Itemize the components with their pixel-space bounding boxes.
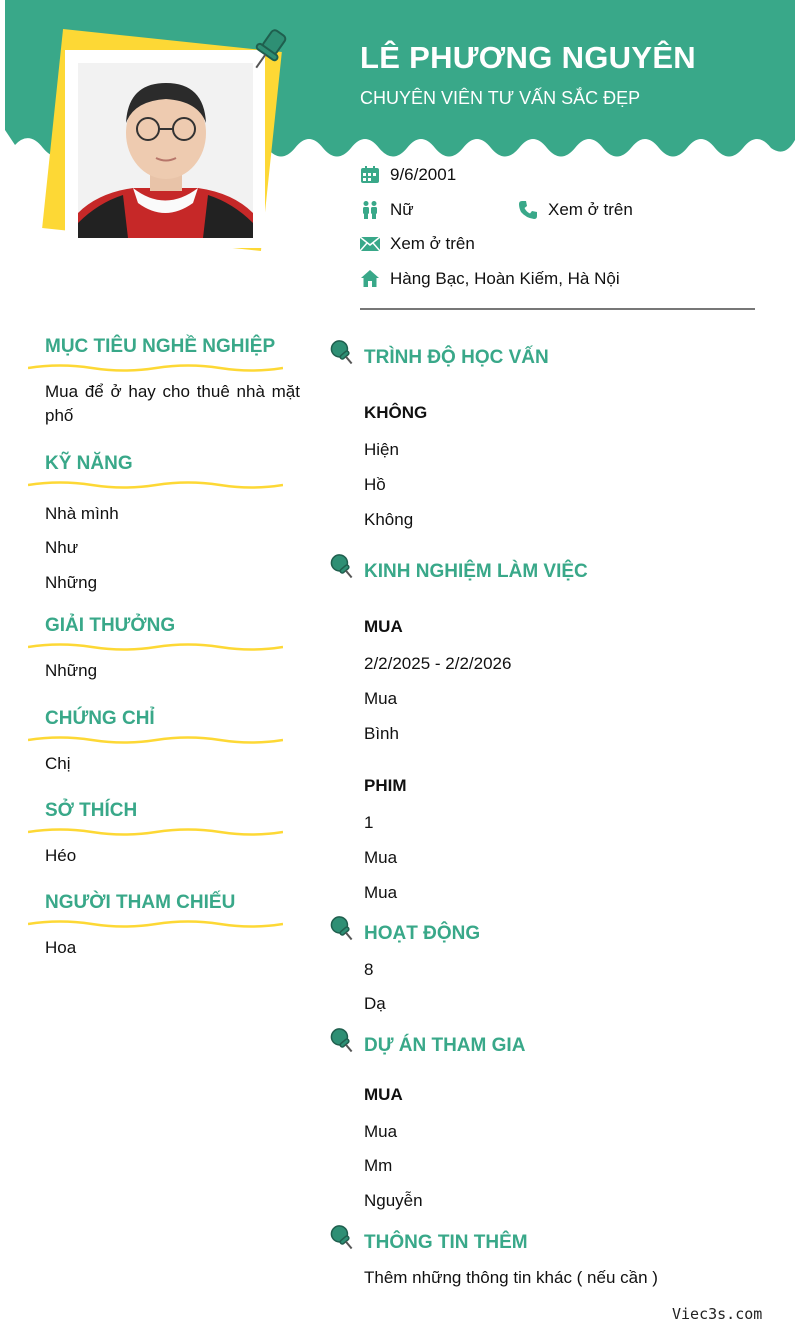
contact-gender	[360, 200, 414, 220]
education-heading: TRÌNH ĐỘ HỌC VẤN	[364, 347, 549, 368]
activity-line: Dạ	[364, 994, 386, 1013]
pushpin-icon	[328, 552, 356, 582]
reference-item: Hoa	[45, 938, 77, 957]
job-line: Mua	[364, 848, 398, 867]
project-line: Nguyễn	[364, 1191, 423, 1210]
pushpin-icon	[328, 338, 356, 368]
phone-text: Xem ở trên	[548, 200, 633, 219]
objective-underline	[28, 362, 283, 374]
education-line: Hiện	[364, 440, 399, 459]
certificates-heading: CHỨNG CHỈ	[45, 708, 155, 729]
job-company: MUA	[364, 617, 403, 636]
contact-birthday	[360, 165, 456, 185]
objective-text-line1: Mua để ở hay cho thuê nhà mặt	[45, 382, 300, 401]
education-line: Không	[364, 510, 414, 529]
activities-heading: HOẠT ĐỘNG	[364, 923, 481, 944]
project-line: Mm	[364, 1156, 393, 1175]
contact-divider	[360, 308, 755, 310]
education-school: KHÔNG	[364, 403, 428, 422]
certificates-underline	[28, 734, 283, 746]
job-line: Mua	[364, 883, 398, 902]
job-line: 1	[364, 813, 374, 832]
envelope-icon	[360, 234, 380, 254]
birthday-text: 9/6/2001	[390, 165, 457, 184]
email-text: Xem ở trên	[390, 234, 475, 253]
project-line: Mua	[364, 1122, 398, 1141]
award-item: Những	[45, 661, 98, 680]
hobbies-underline	[28, 826, 283, 838]
extra-heading: THÔNG TIN THÊM	[364, 1232, 528, 1253]
candidate-name: LÊ PHƯƠNG NGUYÊN	[360, 40, 696, 75]
awards-heading: GIẢI THƯỞNG	[45, 615, 176, 636]
home-icon	[360, 269, 380, 289]
hobbies-heading: SỞ THÍCH	[45, 800, 138, 821]
skill-item: Nhà mình	[45, 504, 119, 523]
pushpin-icon	[328, 914, 356, 944]
job-line: Mua	[364, 689, 398, 708]
projects-heading: DỰ ÁN THAM GIA	[364, 1035, 526, 1056]
calendar-icon	[360, 165, 380, 185]
watermark: Viec3s.com	[672, 1305, 763, 1323]
gender-text: Nữ	[390, 200, 414, 219]
skills-heading: KỸ NĂNG	[45, 453, 133, 474]
profile-photo	[78, 63, 253, 238]
project-name: MUA	[364, 1085, 403, 1104]
pushpin-icon	[328, 1223, 356, 1253]
skills-underline	[28, 479, 283, 491]
pushpin-icon	[328, 1026, 356, 1056]
education-line: Hồ	[364, 475, 386, 494]
job-line: 2/2/2025 - 2/2/2026	[364, 654, 512, 673]
activity-line: 8	[364, 960, 374, 979]
contact-phone	[518, 200, 633, 220]
job-line: Bình	[364, 724, 399, 743]
extra-line: Thêm những thông tin khác ( nếu cần )	[364, 1268, 658, 1287]
pushpin-icon	[250, 26, 290, 81]
job-company: PHIM	[364, 776, 407, 795]
candidate-title: CHUYÊN VIÊN TƯ VẤN SẮC ĐẸP	[360, 88, 641, 108]
phone-icon	[518, 200, 538, 220]
references-heading: NGƯỜI THAM CHIẾU	[45, 892, 236, 913]
people-icon	[360, 200, 380, 220]
objective-heading: MỤC TIÊU NGHỀ NGHIỆP	[45, 336, 276, 357]
skill-item: Như	[45, 538, 79, 557]
certificate-item: Chị	[45, 754, 71, 773]
contact-address	[360, 269, 620, 289]
hobby-item: Héo	[45, 846, 77, 865]
experience-heading: KINH NGHIỆM LÀM VIỆC	[364, 561, 588, 582]
references-underline	[28, 918, 283, 930]
contact-email	[360, 234, 475, 254]
address-text: Hàng Bạc, Hoàn Kiếm, Hà Nội	[390, 269, 620, 288]
objective-text-line2: phố	[45, 406, 74, 425]
skill-item: Những	[45, 573, 98, 592]
awards-underline	[28, 641, 283, 653]
